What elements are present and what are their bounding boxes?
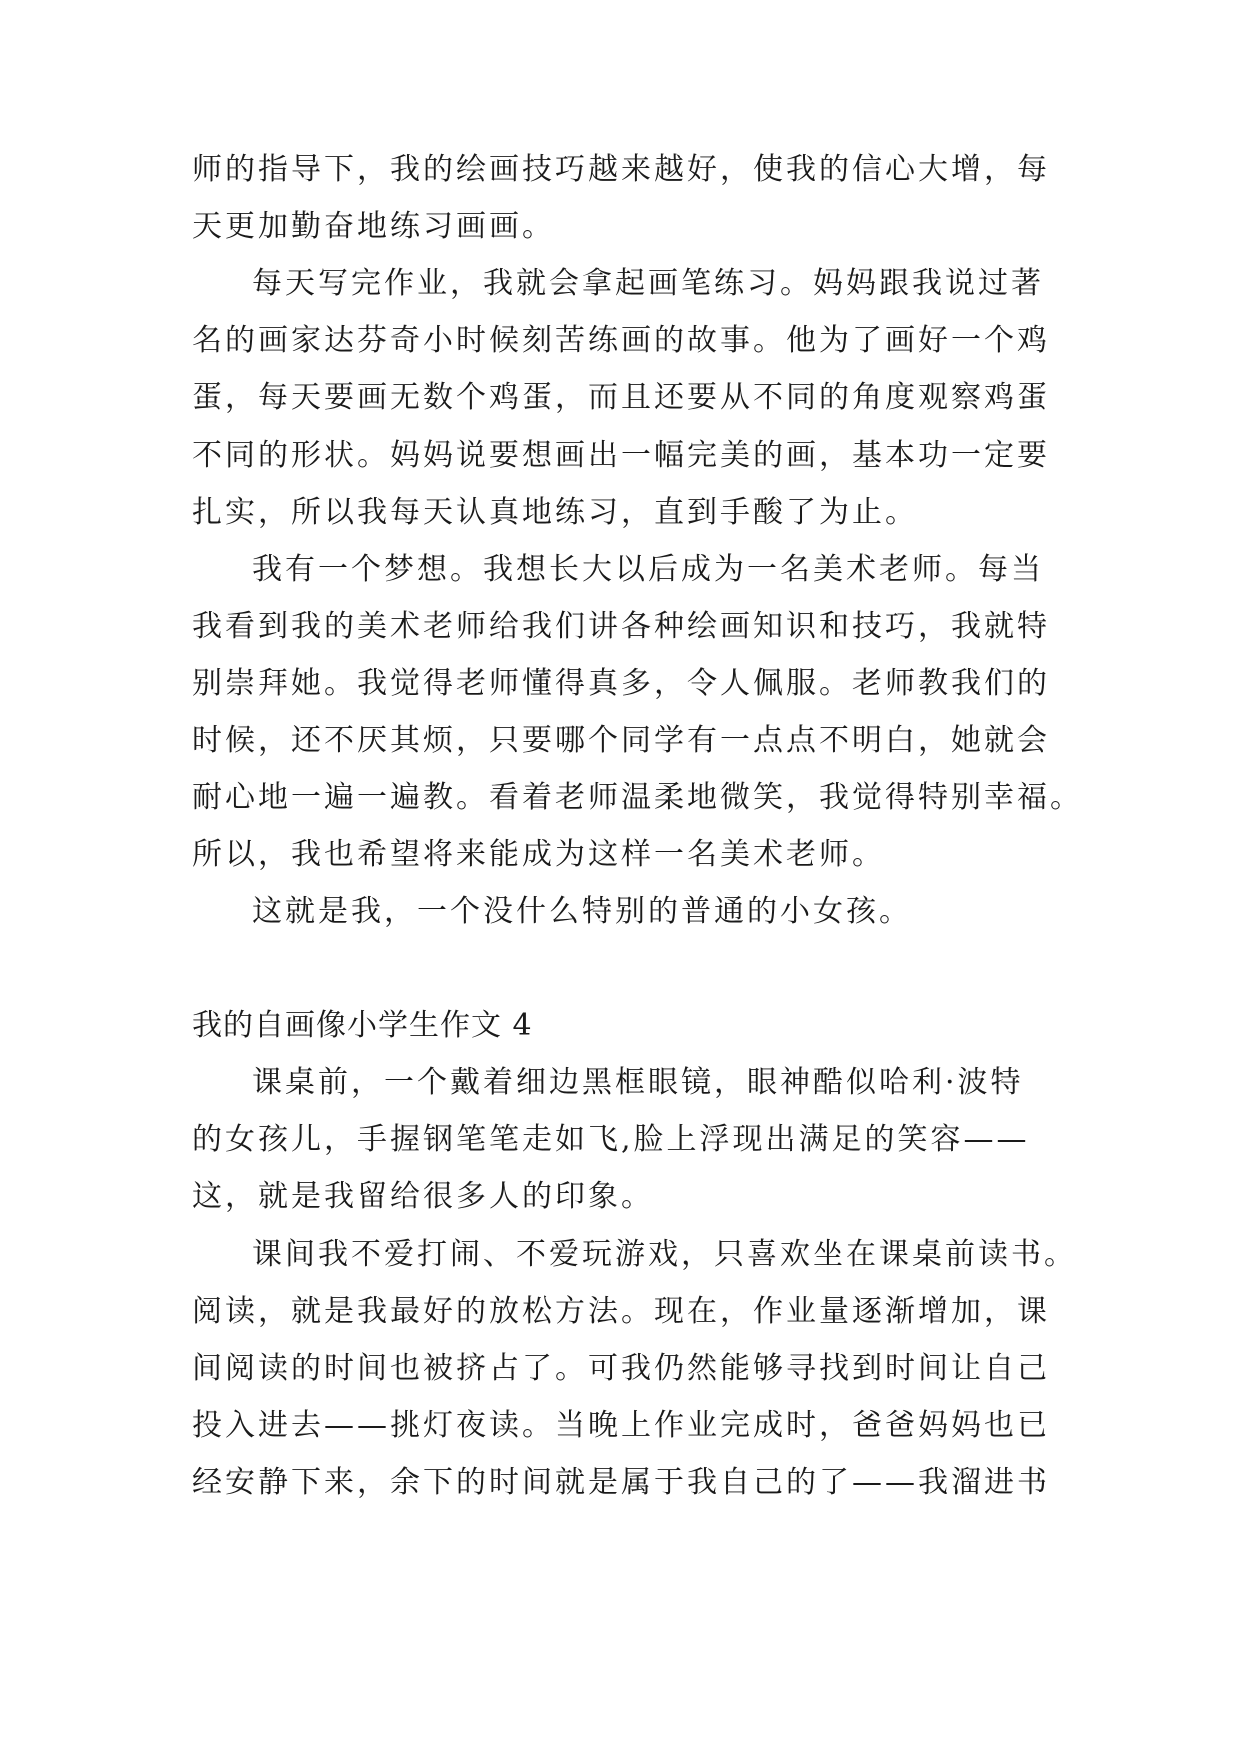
paragraph-line: 名的画家达芬奇小时候刻苦练画的故事。他为了画好一个鸡: [192, 323, 1050, 358]
paragraph-line: 别崇拜她。我觉得老师懂得真多，令人佩服。老师教我们的: [192, 666, 1050, 701]
paragraph-line: 课间我不爱打闹、不爱玩游戏，只喜欢坐在课桌前读书。: [252, 1237, 1077, 1272]
paragraph-line: 我看到我的美术老师给我们讲各种绘画知识和技巧，我就特: [192, 609, 1050, 644]
paragraph-line: 经安静下来，余下的时间就是属于我自己的了——我溜进书: [192, 1465, 1050, 1500]
paragraph-line: 的女孩儿，手握钢笔笔走如飞,脸上浮现出满足的笑容——: [192, 1122, 1030, 1157]
paragraph-line: 每天写完作业，我就会拿起画笔练习。妈妈跟我说过著: [252, 266, 1044, 301]
paragraph-line: 所以，我也希望将来能成为这样一名美术老师。: [192, 837, 885, 872]
paragraph-line: 投入进去——挑灯夜读。当晚上作业完成时，爸爸妈妈也已: [192, 1408, 1050, 1443]
paragraph-line: 蛋，每天要画无数个鸡蛋，而且还要从不同的角度观察鸡蛋: [192, 380, 1050, 415]
paragraph-line: 师的指导下，我的绘画技巧越来越好，使我的信心大增，每: [192, 152, 1050, 187]
paragraph-line: 时候，还不厌其烦，只要哪个同学有一点点不明白，她就会: [192, 723, 1050, 758]
paragraph-line: 扎实，所以我每天认真地练习，直到手酸了为止。: [192, 495, 918, 530]
paragraph-line: 阅读，就是我最好的放松方法。现在，作业量逐渐增加，课: [192, 1294, 1050, 1329]
paragraph-line: 天更加勤奋地练习画画。: [192, 209, 555, 244]
paragraph-line: 这，就是我留给很多人的印象。: [192, 1179, 654, 1214]
paragraph-line: 不同的形状。妈妈说要想画出一幅完美的画，基本功一定要: [192, 438, 1050, 473]
section-title: 我的自画像小学生作文 4: [192, 1008, 533, 1043]
paragraph-line: 我有一个梦想。我想长大以后成为一名美术老师。每当: [252, 552, 1044, 587]
paragraph-line: 这就是我，一个没什么特别的普通的小女孩。: [252, 894, 912, 929]
paragraph-line: 间阅读的时间也被挤占了。可我仍然能够寻找到时间让自己: [192, 1351, 1050, 1386]
paragraph-line: 课桌前，一个戴着细边黑框眼镜，眼神酷似哈利·波特: [252, 1065, 1024, 1100]
paragraph-line: 耐心地一遍一遍教。看着老师温柔地微笑，我觉得特别幸福。: [192, 780, 1083, 815]
